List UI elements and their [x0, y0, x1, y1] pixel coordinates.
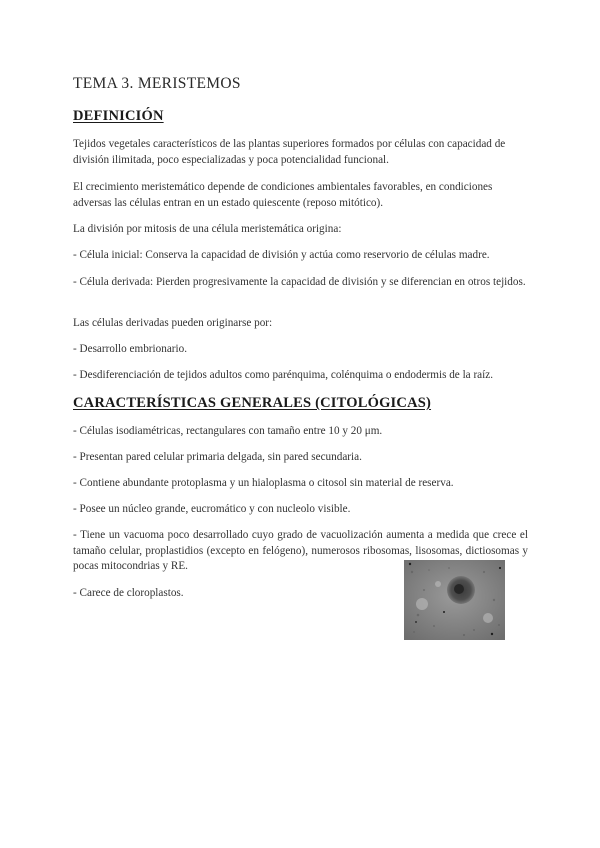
paragraph: El crecimiento meristemático depende de condiciones ambientales favorables, en condiciones adversas las células entran en un estado quiescente (reposo mitótico).	[73, 181, 493, 209]
meristem-cell-micrograph	[404, 560, 505, 640]
page-title: TEMA 3. MERISTEMOS	[73, 75, 241, 92]
list-item: - Células isodiamétricas, rectangulares con tamaño entre 10 y 20 μm.	[73, 425, 383, 437]
paragraph: Tejidos vegetales característicos de las plantas superiores formados por células con capacidad de división ilimitada, poco especializadas y poca potencialidad funcional.	[73, 138, 506, 166]
paragraph: Las células derivadas pueden originarse por:	[73, 317, 273, 329]
section-heading-definicion: DEFINICIÓN	[73, 108, 164, 124]
list-item: - Carece de cloroplastos.	[73, 587, 184, 599]
list-item: - Tiene un vacuoma poco desarrollado cuyo grado de vacuolización aumenta a medida que crece el tamaño celular, proplastidios (excepto en felógeno), numerosos ribosomas, lisosomas, dictiosomas y pocas mitocondrias y RE.	[73, 529, 528, 572]
list-item: - Desarrollo embrionario.	[73, 343, 188, 355]
list-item: - Célula derivada: Pierden progresivamente la capacidad de división y se diferencian en otros tejidos.	[73, 276, 526, 288]
section-heading-caracteristicas: CARACTERÍSTICAS GENERALES (CITOLÓGICAS)	[73, 395, 432, 411]
list-item: - Posee un núcleo grande, eucromático y con nucleolo visible.	[73, 503, 351, 515]
list-item: - Desdiferenciación de tejidos adultos como parénquima, colénquima o endodermis de la raíz.	[73, 369, 494, 381]
list-item: - Presentan pared celular primaria delgada, sin pared secundaria.	[73, 451, 362, 463]
list-item: - Contiene abundante protoplasma y un hialoplasma o citosol sin material de reserva.	[73, 477, 454, 489]
paragraph: La división por mitosis de una célula meristemática origina:	[73, 223, 342, 235]
list-item: - Célula inicial: Conserva la capacidad de división y actúa como reservorio de células madre.	[73, 249, 490, 261]
micrograph-image	[404, 560, 505, 640]
